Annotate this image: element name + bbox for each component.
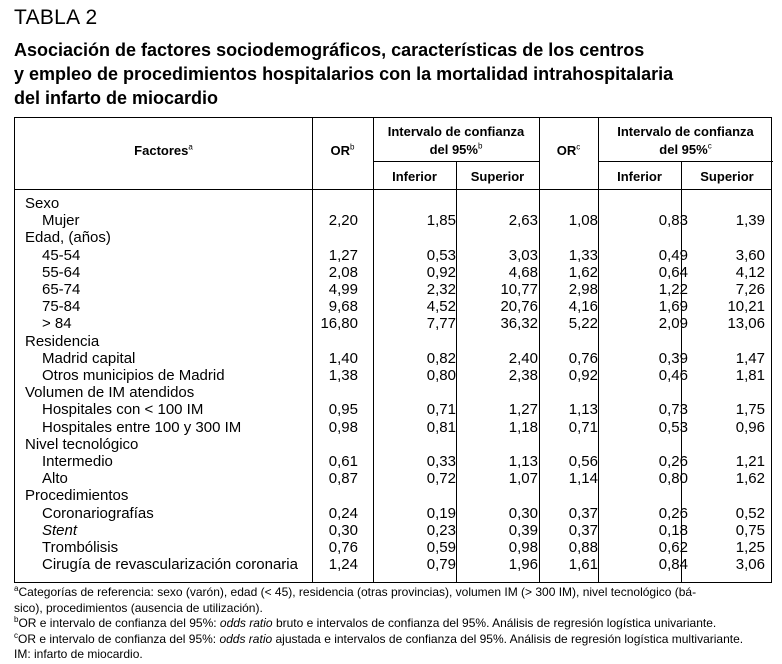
table-row: Procedimientos <box>25 487 129 505</box>
table-label: TABLA 2 <box>14 6 98 29</box>
table-footnotes <box>14 585 774 663</box>
header-factores: Factores$^a$ <box>134 142 193 158</box>
table-row: Stent 0,30 0,23 0,39 0,37 0,18 0,75 <box>42 521 765 539</box>
table-row: Hospitales con < 100 IM 0,95 0,71 1,27 1,13 0,73 1,75 <box>42 401 765 419</box>
table-row: Residencia <box>25 332 100 350</box>
table-row: Mujer 2,20 1,85 2,63 1,08 0,83 1,39 <box>42 212 765 230</box>
table-row: Intermedio 0,61 0,33 1,13 0,56 0,26 1,21 <box>42 453 765 470</box>
footnote-abbreviation: IM: infarto de miocardio. <box>14 647 143 661</box>
header-superior-adjusted: Superior <box>700 169 754 184</box>
header-ci-crude: Intervalo de confianza del 95%$^b$ <box>387 124 525 157</box>
header-subdivider <box>373 161 539 162</box>
table-row: Otros municipios de Madrid 1,38 0,80 2,38 0,92 0,46 1,81 <box>42 367 765 384</box>
table-row: 55-64 2,08 0,92 4,68 1,62 0,64 4,12 <box>42 263 765 281</box>
header-superior-crude: Superior <box>470 169 525 184</box>
table-row: 75-84 9,68 4,52 20,76 4,16 1,69 10,21 <box>42 298 765 316</box>
header-subdivider <box>598 161 773 162</box>
header-inferior-crude: Inferior <box>392 169 437 184</box>
header-divider <box>15 189 771 190</box>
header-or-crude: $OR^b$ <box>330 142 355 158</box>
table-row: Hospitales entre 100 y 300 IM 0,98 0,81 1,18 0,71 0,53 0,96 <box>42 418 765 436</box>
footnote-a: $^a$Categorías de referencia: sexo (varón), edad (< 45), residencia (otras provincias), volumen IM (> 300 IM), nivel tecnológico (bá- <box>14 584 697 599</box>
table-row: Madrid capital 1,40 0,82 2,40 0,76 0,39 1,47 <box>42 349 765 367</box>
table-row: Cirugía de revascularización coronaria 1,24 0,79 1,96 1,61 0,84 3,06 <box>42 556 765 574</box>
title-line: Asociación de factores sociodemográficos, características de los centros <box>14 40 645 60</box>
header-or-adjusted: $OR^c$ <box>556 142 581 158</box>
header-ci-adjusted: Intervalo de confianza del 95%$^c$ <box>617 124 754 157</box>
table-row: Alto 0,87 0,72 1,07 1,14 0,80 1,62 <box>42 470 765 488</box>
footnote-b: $^b$OR e intervalo de confianza del 95%: odds ratio bruto e intervalos de confianza del 95%. Análisis de regresión logística univariante. <box>14 615 717 630</box>
table-row: Nivel tecnológico <box>25 435 139 453</box>
table-title <box>14 38 774 110</box>
title-line: del infarto de miocardio <box>14 88 219 108</box>
data-table <box>14 117 772 583</box>
table-row: Sexo <box>25 195 60 212</box>
header-inferior-adjusted: Inferior <box>617 169 662 184</box>
table-row: Volumen de IM atendidos <box>25 384 195 402</box>
table-row: 45-54 1,27 0,53 3,03 1,33 0,49 3,60 <box>42 246 765 264</box>
table-row: 65-74 4,99 2,32 10,77 2,98 1,22 7,26 <box>42 281 765 298</box>
table-row: Trombólisis 0,76 0,59 0,98 0,88 0,62 1,25 <box>42 539 765 556</box>
table-row: Edad, (años) <box>25 229 111 247</box>
table-row: Coronariografías 0,24 0,19 0,30 0,37 0,26 0,52 <box>42 504 765 522</box>
footnote-a-continued: sico), procedimientos (ausencia de utilización). <box>14 600 263 615</box>
table-row: > 84 16,80 7,77 36,32 5,22 2,09 13,06 <box>42 315 765 333</box>
title-line: y empleo de procedimientos hospitalarios con la mortalidad intrahospitalaria <box>14 64 674 84</box>
footnote-c: $^c$OR e intervalo de confianza del 95%: odds ratio ajustada e intervalos de confianza del 95%. Análisis de regresión logística multivariante. <box>14 630 744 646</box>
